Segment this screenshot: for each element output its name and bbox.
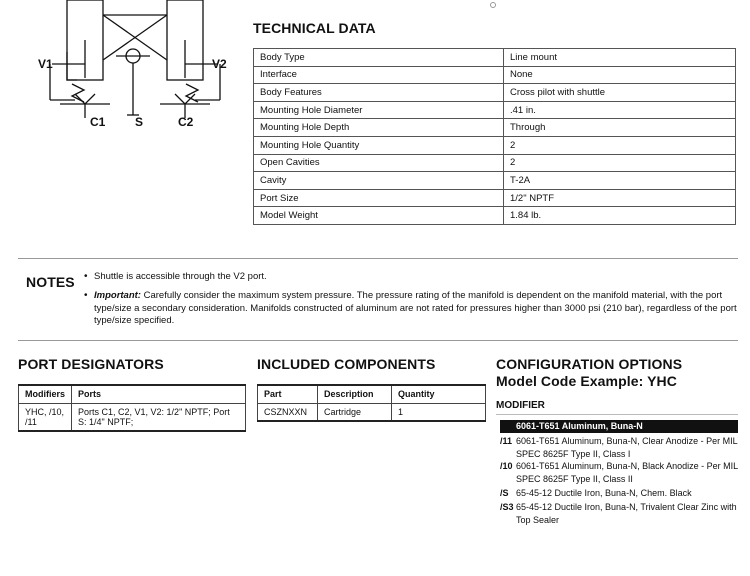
- label-c2: C2: [178, 115, 194, 129]
- col-modifiers: Modifiers: [19, 385, 72, 403]
- technical-data-title: TECHNICAL DATA: [253, 20, 376, 36]
- technical-data-row: [254, 119, 736, 137]
- technical-data-value: 2: [504, 154, 736, 172]
- modifier-description: [516, 435, 741, 460]
- cell-part: CSZNXXN: [258, 403, 318, 421]
- configuration-title: CONFIGURATION OPTIONS: [496, 356, 683, 372]
- note-2-label: Important:: [94, 290, 141, 301]
- divider-bottom: [18, 340, 738, 341]
- modifier-line-1: 6061-T651 Aluminum, Buna-N, Clear Anodize - Per MIL: [516, 436, 738, 446]
- model-code-example: Model Code Example: YHC: [496, 373, 677, 389]
- technical-data-key: Mounting Hole Depth: [254, 119, 504, 137]
- technical-data-value: Line mount: [504, 49, 736, 67]
- modifier-code: /11: [500, 436, 513, 446]
- bullet-icon: •: [84, 271, 88, 282]
- technical-data-key: Interface: [254, 66, 504, 84]
- col-part: Part: [258, 385, 318, 403]
- corner-marker: [490, 2, 496, 8]
- technical-data-row: [254, 207, 736, 225]
- technical-data-row: [254, 136, 736, 154]
- technical-data-value: Cross pilot with shuttle: [504, 84, 736, 102]
- col-quantity: Quantity: [392, 385, 486, 403]
- note-1: Shuttle is accessible through the V2 port.: [94, 271, 267, 282]
- technical-data-value: 1.84 lb.: [504, 207, 736, 225]
- modifier-code: /S: [500, 488, 509, 498]
- label-v1: V1: [38, 57, 53, 71]
- modifier-line-2: SPEC 8625F Type II, Class II: [516, 473, 633, 484]
- technical-data-key: Body Type: [254, 49, 504, 67]
- modifier-line-1: 6061-T651 Aluminum, Buna-N, Black Anodize - Per MIL: [516, 461, 739, 471]
- port-designators-title: PORT DESIGNATORS: [18, 356, 164, 372]
- note-2-line3: type/size specified.: [94, 315, 175, 326]
- technical-data-key: Cavity: [254, 172, 504, 190]
- modifier-description: [516, 501, 741, 526]
- technical-data-row: [254, 84, 736, 102]
- technical-data-table: [253, 48, 736, 225]
- technical-data-row: [254, 172, 736, 190]
- technical-data-key: Port Size: [254, 189, 504, 207]
- cell-modifiers: YHC, /10, /11: [19, 403, 72, 431]
- technical-data-key: Body Features: [254, 84, 504, 102]
- modifier-code: /S3: [500, 502, 514, 512]
- modifier-description: [516, 460, 741, 485]
- port-designators-table: [18, 384, 246, 432]
- bullet-icon: •: [84, 290, 88, 301]
- technical-data-value: None: [504, 66, 736, 84]
- technical-data-value: T-2A: [504, 172, 736, 190]
- technical-data-value: Through: [504, 119, 736, 137]
- cell-quantity: 1: [392, 403, 486, 421]
- notes-title: NOTES: [26, 274, 75, 290]
- divider-top: [18, 258, 738, 259]
- note-2-line2: type/size a secondary consideration. Manifolds constructed of aluminum are not rated for pressures higher than 3000 psi (210 bar), regardless of the port: [94, 302, 737, 314]
- technical-data-key: Mounting Hole Diameter: [254, 101, 504, 119]
- modifier-line-1: 65-45-12 Ductile Iron, Buna-N, Chem. Black: [516, 488, 692, 498]
- technical-data-value: 2: [504, 136, 736, 154]
- hydraulic-schematic: [30, 0, 240, 135]
- col-description: Description: [318, 385, 392, 403]
- technical-data-value: 1/2" NPTF: [504, 189, 736, 207]
- technical-data-row: [254, 154, 736, 172]
- note-2: [94, 290, 739, 328]
- technical-data-row: [254, 49, 736, 67]
- modifier-line-1: 65-45-12 Ductile Iron, Buna-N, Trivalent Clear Zinc with: [516, 502, 737, 512]
- technical-data-row: [254, 189, 736, 207]
- technical-data-key: Model Weight: [254, 207, 504, 225]
- cell-description: Cartridge: [318, 403, 392, 421]
- modifier-label: MODIFIER: [496, 400, 545, 411]
- technical-data-key: Open Cavities: [254, 154, 504, 172]
- technical-data-row: [254, 66, 736, 84]
- col-ports: Ports: [72, 385, 246, 403]
- technical-data-row: [254, 101, 736, 119]
- modifier-description: [516, 487, 741, 500]
- modifier-underline: [496, 414, 738, 415]
- label-v2: V2: [212, 57, 227, 71]
- selected-modifier: 6061-T651 Aluminum, Buna-N: [500, 420, 738, 433]
- label-c1: C1: [90, 115, 106, 129]
- included-components-title: INCLUDED COMPONENTS: [257, 356, 436, 372]
- note-2-line1: Carefully consider the maximum system pressure. The pressure rating of the manifold is dependent on the manifold material, with the port: [140, 290, 723, 301]
- technical-data-key: Mounting Hole Quantity: [254, 136, 504, 154]
- modifier-line-2: Top Sealer: [516, 514, 560, 525]
- technical-data-value: .41 in.: [504, 101, 736, 119]
- modifier-line-2: SPEC 8625F Type II, Class I: [516, 448, 631, 459]
- included-components-table: [257, 384, 486, 422]
- label-s: S: [135, 115, 144, 129]
- cell-ports: Ports C1, C2, V1, V2: 1/2" NPTF; Port S: 1/4" NPTF;: [72, 403, 246, 431]
- modifier-code: /10: [500, 461, 513, 471]
